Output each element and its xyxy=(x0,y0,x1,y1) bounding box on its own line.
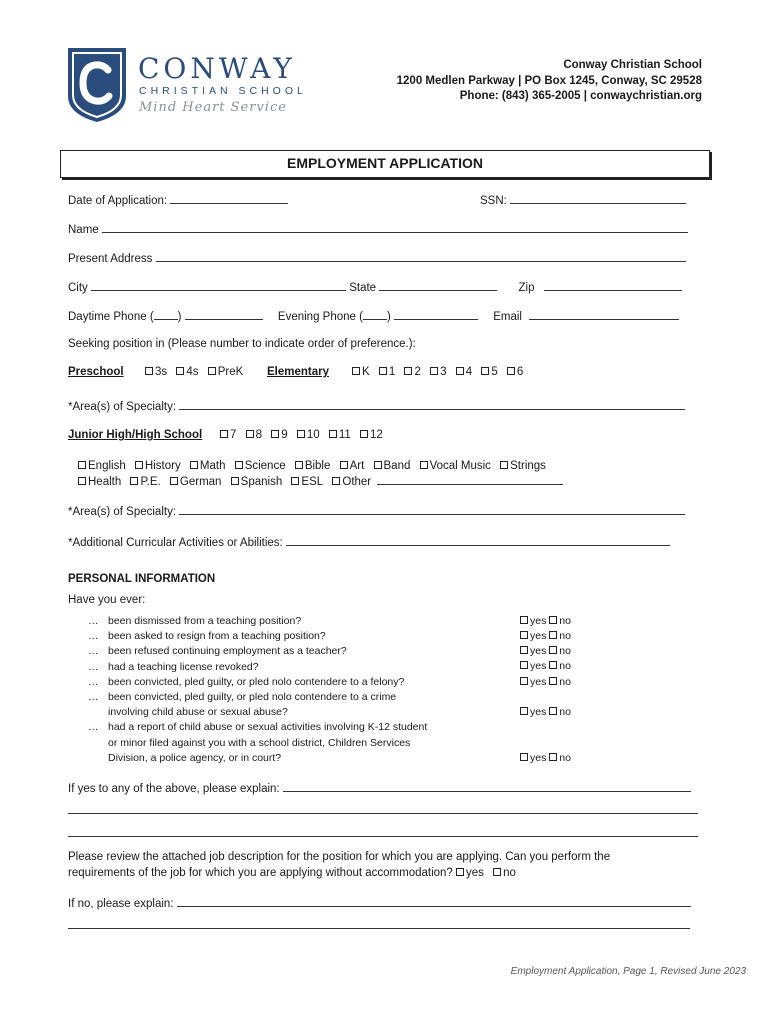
specialty-field-2[interactable] xyxy=(179,504,685,515)
option-label: 4 xyxy=(465,366,473,378)
bullet: … xyxy=(88,691,99,704)
subject-label: Vocal Music xyxy=(429,460,491,472)
daytime-paren: ) xyxy=(177,311,182,323)
yes-checkbox[interactable] xyxy=(520,661,528,669)
no-label: no xyxy=(559,615,571,627)
option-12[interactable] xyxy=(360,429,383,441)
no-explain-line-2[interactable] xyxy=(68,928,690,929)
date-label: Date of Application: xyxy=(68,195,168,207)
address-row xyxy=(68,251,686,265)
bullet: … xyxy=(88,645,99,658)
subject-label: Strings xyxy=(510,460,546,472)
checkbox[interactable] xyxy=(500,461,508,469)
subject-band[interactable] xyxy=(374,460,411,472)
option-k[interactable] xyxy=(352,366,370,378)
no-checkbox[interactable] xyxy=(549,616,557,624)
additional-row xyxy=(68,535,670,549)
subject-bible[interactable] xyxy=(295,460,331,472)
checkbox[interactable] xyxy=(271,430,279,438)
school-phone-web: Phone: (843) 365-2005 | conwaychristian.org xyxy=(459,90,702,102)
zip-label: Zip xyxy=(518,282,535,294)
bullet: … xyxy=(88,660,99,673)
name-row xyxy=(68,222,688,236)
option-label: 4s xyxy=(186,366,199,378)
yes-label: yes xyxy=(530,660,547,672)
subject-science[interactable] xyxy=(235,460,286,472)
yes-label: yes xyxy=(530,676,547,688)
option-label: 11 xyxy=(338,429,351,441)
preschool-label: Preschool xyxy=(68,366,124,378)
option-4[interactable] xyxy=(456,366,472,378)
question-text: involving child abuse or sexual abuse? xyxy=(108,706,288,719)
no-checkbox[interactable] xyxy=(549,753,557,761)
elementary-label-wrap xyxy=(267,366,329,378)
evening-phone-label: Evening Phone ( xyxy=(277,311,363,323)
additional-label: *Additional Curricular Activities or Abilities: xyxy=(68,537,283,549)
option-label: 10 xyxy=(306,429,320,441)
checkbox[interactable] xyxy=(246,430,254,438)
option-label: 1 xyxy=(388,366,396,378)
yes-checkbox[interactable] xyxy=(520,631,528,639)
option-label: 12 xyxy=(369,429,383,441)
subject-label: Other xyxy=(342,476,372,488)
yes-checkbox[interactable] xyxy=(520,616,528,624)
yes-label: yes xyxy=(530,752,547,764)
checkbox[interactable] xyxy=(130,477,138,485)
checkbox[interactable] xyxy=(352,367,360,375)
subject-esl[interactable] xyxy=(291,476,323,488)
checkbox[interactable] xyxy=(170,477,178,485)
option-4s[interactable] xyxy=(176,366,198,378)
no-explain-label: If no, please explain: xyxy=(68,898,174,910)
subject-label: Art xyxy=(349,460,365,472)
yes-label: yes xyxy=(530,645,547,657)
explain-label: If yes to any of the above, please explain: xyxy=(68,783,280,795)
option-label: 8 xyxy=(255,429,263,441)
state-field[interactable] xyxy=(379,280,497,291)
explain-line-2[interactable] xyxy=(68,813,698,814)
option-label: 7 xyxy=(230,429,237,441)
question-5 xyxy=(88,675,427,690)
checkbox[interactable] xyxy=(135,461,143,469)
name-field[interactable] xyxy=(102,222,688,233)
preschool-row xyxy=(68,366,124,378)
bullet: … xyxy=(88,615,99,627)
date-field[interactable] xyxy=(170,193,288,204)
school-logo xyxy=(66,44,316,126)
no-checkbox[interactable] xyxy=(549,646,557,654)
logo-tagline: Mind Heart Service xyxy=(139,100,287,115)
checkbox[interactable] xyxy=(291,477,299,485)
option-7[interactable] xyxy=(220,429,236,441)
review-section xyxy=(68,850,610,881)
bullet: … xyxy=(88,630,99,643)
option-9[interactable] xyxy=(271,429,287,441)
ssn-label: SSN: xyxy=(480,195,507,207)
answer-2 xyxy=(520,629,571,644)
checkbox[interactable] xyxy=(360,430,368,438)
yes-checkbox[interactable] xyxy=(520,646,528,654)
option-label: K xyxy=(362,366,370,378)
review-no-label: no xyxy=(503,866,516,879)
no-label: no xyxy=(559,630,571,642)
option-2[interactable] xyxy=(404,366,420,378)
yes-label: yes xyxy=(530,706,547,718)
shield-logo-icon xyxy=(66,44,128,124)
no-explain-field[interactable] xyxy=(177,896,691,907)
explain-field[interactable] xyxy=(283,781,691,792)
evening-paren: ) xyxy=(386,311,391,323)
no-checkbox[interactable] xyxy=(549,707,557,715)
subject-math[interactable] xyxy=(190,460,226,472)
option-label: 5 xyxy=(491,366,498,378)
school-address: 1200 Medlen Parkway | PO Box 1245, Conway, SC 29528 xyxy=(396,74,702,87)
question-text: been refused continuing employment as a teacher? xyxy=(108,645,347,658)
questions-list xyxy=(88,614,427,766)
subject-other[interactable] xyxy=(332,476,371,488)
specialty-field[interactable] xyxy=(179,399,685,410)
page-title: EMPLOYMENT APPLICATION xyxy=(287,155,483,171)
subject-strings[interactable] xyxy=(500,460,546,472)
subject-label: Band xyxy=(383,460,411,472)
subject-label: Health xyxy=(88,476,122,488)
seeking-text: Seeking position in (Please number to indicate order of preference.): xyxy=(68,338,416,350)
daytime-area-code[interactable] xyxy=(154,309,178,320)
no-label: no xyxy=(559,660,571,672)
ssn-row xyxy=(480,193,686,207)
subject-spanish[interactable] xyxy=(231,476,283,488)
no-explain-row xyxy=(68,896,691,910)
yes-label: yes xyxy=(530,630,547,642)
question-7 xyxy=(88,720,427,766)
other-subject-field[interactable] xyxy=(377,474,563,485)
answer-3 xyxy=(520,644,571,659)
option-label: 2 xyxy=(414,366,421,378)
question-2 xyxy=(88,629,427,644)
review-text-2 xyxy=(68,866,610,882)
evening-phone-field[interactable] xyxy=(394,309,478,320)
bullet: … xyxy=(88,675,99,688)
review-no-checkbox[interactable] xyxy=(493,868,501,876)
specialty-label-2: *Area(s) of Specialty: xyxy=(68,506,177,518)
ssn-field[interactable] xyxy=(510,193,686,204)
email-field[interactable] xyxy=(529,309,679,320)
junior-high-label: Junior High/High School xyxy=(68,429,203,441)
option-label: 3 xyxy=(440,366,447,378)
option-3s[interactable] xyxy=(145,366,167,378)
evening-area-code[interactable] xyxy=(363,309,387,320)
junior-high-options xyxy=(220,429,389,441)
checkbox[interactable] xyxy=(456,367,464,375)
checkbox[interactable] xyxy=(78,477,86,485)
no-checkbox[interactable] xyxy=(549,661,557,669)
option-label: 6 xyxy=(516,366,524,378)
specialty-row-2 xyxy=(68,504,685,518)
option-8[interactable] xyxy=(246,429,262,441)
checkbox[interactable] xyxy=(235,461,243,469)
answer-4 xyxy=(520,659,571,674)
date-row xyxy=(68,193,288,207)
specialty-row-1 xyxy=(68,399,685,413)
subject-english[interactable] xyxy=(78,460,126,472)
answer-7 xyxy=(520,751,571,766)
no-label: no xyxy=(559,645,571,657)
checkbox[interactable] xyxy=(208,367,216,375)
question-text: Division, a police agency, or in court? xyxy=(108,751,282,764)
daytime-phone-label: Daytime Phone ( xyxy=(68,311,154,323)
checkbox[interactable] xyxy=(507,367,515,375)
option-prek[interactable] xyxy=(208,366,244,378)
question-text: been asked to resign from a teaching position? xyxy=(108,630,326,643)
subject-label: Bible xyxy=(304,460,331,472)
checkbox[interactable] xyxy=(379,367,387,375)
explain-row xyxy=(68,781,691,795)
logo-subtitle: CHRISTIAN SCHOOL xyxy=(139,85,307,97)
question-6 xyxy=(88,690,427,720)
checkbox[interactable] xyxy=(481,367,489,375)
city-row xyxy=(68,280,682,294)
city-label: City xyxy=(68,282,88,294)
preschool-options xyxy=(145,366,249,378)
no-label: no xyxy=(559,676,571,688)
option-3[interactable] xyxy=(430,366,446,378)
phone-row xyxy=(68,309,679,323)
option-label: 3s xyxy=(155,366,168,378)
no-label: no xyxy=(559,752,571,764)
additional-field[interactable] xyxy=(286,535,670,546)
checkbox[interactable] xyxy=(78,461,86,469)
subject-vocal-music[interactable] xyxy=(420,460,491,472)
name-label: Name xyxy=(68,224,99,236)
page-footer: Employment Application, Page 1, Revised June 2023 xyxy=(510,966,746,977)
answer-1 xyxy=(520,614,571,629)
city-field[interactable] xyxy=(91,280,346,291)
review-text-1: Please review the attached job description for the position for which you are applying. Can you perform the xyxy=(68,851,611,863)
checkbox[interactable] xyxy=(332,477,340,485)
checkbox[interactable] xyxy=(295,461,303,469)
question-text: or minor filed against you with a school district, Children Services xyxy=(108,736,411,749)
junior-high-label-wrap xyxy=(68,429,202,441)
option-11[interactable] xyxy=(329,429,351,441)
address-label: Present Address xyxy=(68,253,153,265)
question-4 xyxy=(88,660,427,675)
question-text: had a report of child abuse or sexual activities involving K-12 student xyxy=(108,721,428,734)
email-label: Email xyxy=(493,311,522,323)
checkbox[interactable] xyxy=(145,367,153,375)
question-text: been convicted, pled guilty, or pled nolo contendere to a crime xyxy=(108,691,397,704)
no-checkbox[interactable] xyxy=(549,631,557,639)
answer-5 xyxy=(520,675,571,690)
checkbox[interactable] xyxy=(176,367,184,375)
yes-checkbox[interactable] xyxy=(520,677,528,685)
title-box xyxy=(60,150,710,178)
zip-field[interactable] xyxy=(544,280,682,291)
subject-art[interactable] xyxy=(340,460,365,472)
subject-label: Science xyxy=(244,460,286,472)
subject-label: P.E. xyxy=(140,476,161,488)
no-label: no xyxy=(559,706,571,718)
checkbox[interactable] xyxy=(340,461,348,469)
question-text: been dismissed from a teaching position? xyxy=(108,615,302,627)
bullet: … xyxy=(88,721,99,734)
answer-6 xyxy=(520,705,571,720)
yes-checkbox[interactable] xyxy=(520,707,528,715)
address-field[interactable] xyxy=(156,251,686,262)
school-contact xyxy=(397,58,702,105)
option-5[interactable] xyxy=(481,366,497,378)
review-question: requirements of the job for which you are applying without accommodation? xyxy=(68,866,453,879)
subject-label: German xyxy=(179,476,222,488)
checkbox[interactable] xyxy=(231,477,239,485)
subject-history[interactable] xyxy=(135,460,181,472)
yes-label: yes xyxy=(530,615,547,627)
question-3 xyxy=(88,644,427,659)
subject-label: Spanish xyxy=(240,476,283,488)
option-6[interactable] xyxy=(507,366,523,378)
daytime-phone-field[interactable] xyxy=(185,309,263,320)
checkbox[interactable] xyxy=(404,367,412,375)
checkbox[interactable] xyxy=(420,461,428,469)
option-label: PreK xyxy=(217,366,244,378)
subject-german[interactable] xyxy=(170,476,222,488)
school-name: Conway Christian School xyxy=(563,59,702,71)
yes-checkbox[interactable] xyxy=(520,753,528,761)
subject-label: History xyxy=(144,460,181,472)
state-label: State xyxy=(349,282,377,294)
option-10[interactable] xyxy=(297,429,320,441)
checkbox[interactable] xyxy=(329,430,337,438)
review-yes-label: yes xyxy=(466,866,484,879)
question-text: been convicted, pled guilty, or pled nolo contendere to a felony? xyxy=(108,675,405,688)
have-you-ever-label: Have you ever: xyxy=(68,594,146,606)
logo-name: CONWAY xyxy=(138,52,296,85)
subject-pe[interactable] xyxy=(130,476,160,488)
checkbox[interactable] xyxy=(374,461,382,469)
subjects-row-1 xyxy=(78,460,552,472)
no-checkbox[interactable] xyxy=(549,677,557,685)
subject-health[interactable] xyxy=(78,476,121,488)
question-text: had a teaching license revoked? xyxy=(108,660,259,673)
option-1[interactable] xyxy=(379,366,395,378)
option-label: 9 xyxy=(281,429,288,441)
subject-label: English xyxy=(88,460,126,472)
checkbox[interactable] xyxy=(430,367,438,375)
specialty-label: *Area(s) of Specialty: xyxy=(68,401,177,413)
subject-label: Math xyxy=(199,460,226,472)
question-1 xyxy=(88,614,427,629)
elementary-label: Elementary xyxy=(267,366,330,378)
subjects-row-2 xyxy=(78,474,563,488)
checkbox[interactable] xyxy=(220,430,228,438)
personal-info-heading: PERSONAL INFORMATION xyxy=(68,573,216,585)
review-yes-checkbox[interactable] xyxy=(456,868,464,876)
explain-line-3[interactable] xyxy=(68,836,698,837)
elementary-options xyxy=(352,366,529,378)
subject-label: ESL xyxy=(301,476,324,488)
checkbox[interactable] xyxy=(190,461,198,469)
checkbox[interactable] xyxy=(297,430,305,438)
